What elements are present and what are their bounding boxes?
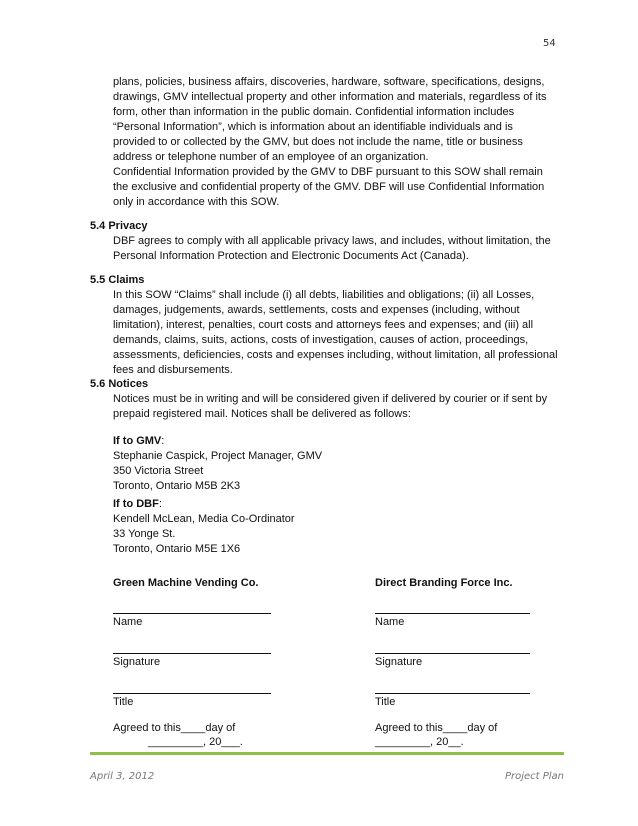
paragraph-confidential-info: plans, policies, business affairs, discoveries, hardware, software, specifications, designs, drawings, GMV intellectual property and other information and materials, regardless of its form, other than information in the public domain. Confidential information includes “Personal Information”, which is information about an identifiable individuals and is provided to or collected by the GMV, but does not include the name, title or business address or telephone number of an employee of an organization. (113, 76, 547, 163)
right-name-label: Name (375, 616, 405, 628)
section-heading-notices: 5.6 Notices (90, 378, 149, 390)
right-company-name: Direct Branding Force Inc. (375, 577, 513, 589)
dbf-contact: Kendell McLean, Media Co-Ordinator (113, 513, 295, 525)
gmv-label (113, 434, 164, 449)
dbf-city: Toronto, Ontario M5E 1X6 (113, 543, 241, 555)
right-title-line (375, 693, 530, 694)
right-agreed-text: Agreed to this____day of (375, 722, 498, 734)
page-number: 54 (543, 38, 556, 49)
section-body-notices: Notices must be in writing and will be considered given if delivered by courier or if sent by prepaid registered mail. Notices shall be delivered as follows: (113, 393, 548, 420)
gmv-street: 350 Victoria Street (113, 465, 204, 477)
gmv-label-colon: : (161, 435, 165, 447)
right-name-line (375, 613, 530, 614)
left-name-label: Name (113, 616, 143, 628)
right-title-label: Title (375, 696, 396, 708)
gmv-city: Toronto, Ontario M5B 2K3 (113, 480, 241, 492)
section-body-privacy: DBF agrees to comply with all applicable privacy laws, and includes, without limitation, the Personal Information Protection and Electronic Documents Act (Canada). (113, 235, 551, 262)
right-signature-line (375, 653, 530, 654)
left-title-label: Title (113, 696, 134, 708)
section-heading-privacy: 5.4 Privacy (90, 220, 148, 232)
footer-date: April 3, 2012 (90, 771, 155, 782)
gmv-contact: Stephanie Caspick, Project Manager, GMV (113, 450, 323, 462)
left-company-name: Green Machine Vending Co. (113, 577, 259, 589)
left-title-line (113, 693, 271, 694)
gmv-label-text: If to GMV (113, 435, 162, 447)
dbf-label-text: If to DBF (113, 498, 159, 510)
paragraph-confidential-property: Confidential Information provided by the GMV to DBF pursuant to this SOW shall remain the exclusive and confidential property of the GMV. DBF will use Confidential Information only in accordance with this SOW. (113, 166, 545, 208)
dbf-label-colon: : (158, 498, 162, 510)
section-body-claims: In this SOW “Claims” shall include (i) all debts, liabilities and obligations; (ii) all Losses, damages, judgements, awards, settlements, costs and expenses (including, without limitation), interest, penalties, court costs and attorneys fees and expenses; and (iii) all demands, claims, suits, actions, costs of investigation, causes of action, proceedings, assessments, deficiencies, costs and expenses including, without limitation, all professional fees and disbursements. (113, 289, 558, 376)
dbf-street: 33 Yonge St. (113, 528, 176, 540)
right-date-text: _________, 20__. (375, 736, 464, 748)
footer-rule (90, 752, 564, 755)
dbf-label (113, 497, 162, 512)
left-signature-label: Signature (113, 656, 161, 668)
footer-doc-title: Project Plan (504, 771, 564, 782)
section-heading-claims: 5.5 Claims (90, 274, 145, 286)
left-name-line (113, 613, 271, 614)
left-date-text: _________, 20___. (148, 736, 243, 748)
left-signature-line (113, 653, 271, 654)
left-agreed-text: Agreed to this____day of (113, 722, 236, 734)
right-signature-label: Signature (375, 656, 423, 668)
